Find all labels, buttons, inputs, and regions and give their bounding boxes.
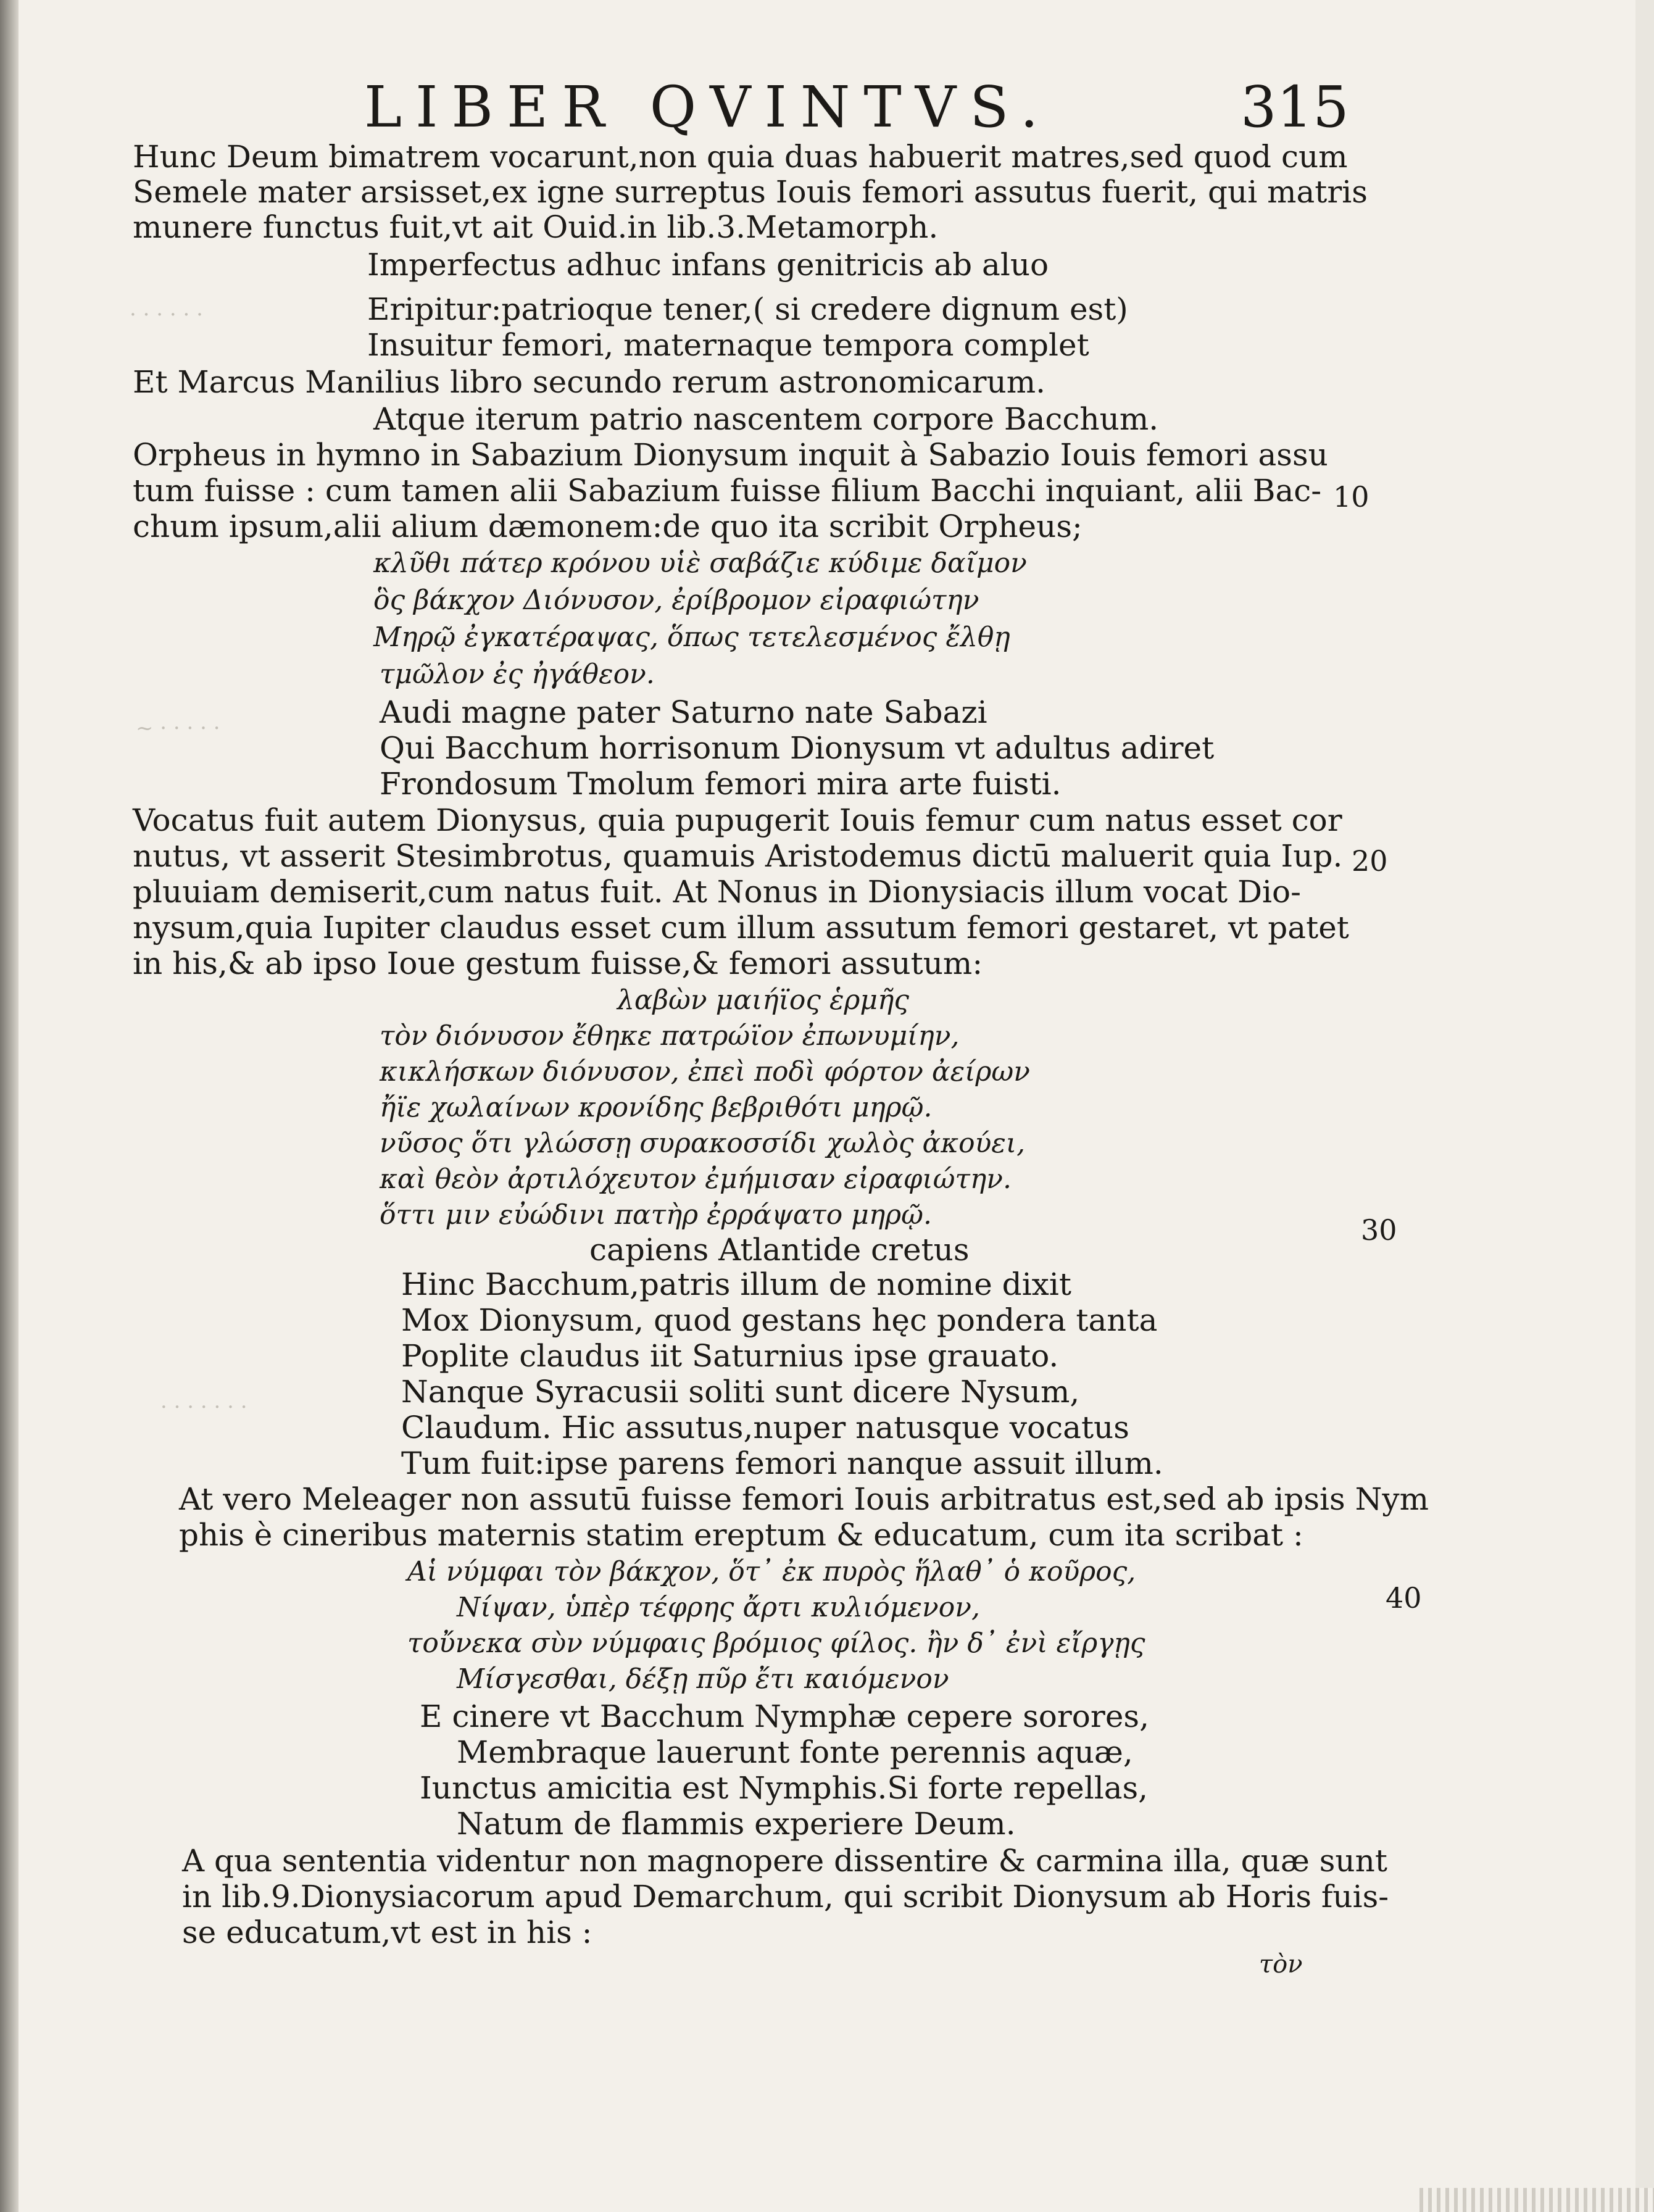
text-line: in his,& ab ipso Ioue gestum fuisse,& femori assutum: xyxy=(133,946,983,981)
verse-line: Claudum. Hic assutus,nuper natusque vocatus xyxy=(401,1410,1129,1445)
verse-line: Nanque Syracusii soliti sunt dicere Nysum, xyxy=(401,1374,1080,1410)
verse-line: Mox Dionysum, quod gestans hęc pondera tanta xyxy=(401,1302,1158,1338)
line-number-margin: 30 xyxy=(1361,1213,1397,1247)
scan-border-strip xyxy=(1419,2188,1654,2212)
verse-line: Atque iterum patrio nascentem corpore Bacchum. xyxy=(373,401,1159,437)
text-line: Semele mater arsisset,ex igne surreptus Iouis femori assutus fuerit, qui matris xyxy=(133,174,1368,210)
text-line: chum ipsum,alii alium dæmonem:de quo ita scribit Orpheus; xyxy=(133,509,1083,544)
text-line: in lib.9.Dionysiacorum apud Demarchum, qui scribit Dionysum ab Horis fuis- xyxy=(182,1879,1389,1915)
verse-line: Membraque lauerunt fonte perennis aquæ, xyxy=(457,1734,1133,1770)
show-through-mark: ~ · · · · · xyxy=(136,716,220,741)
show-through-mark: · · · · · · xyxy=(130,302,203,327)
verse-line: Imperfectus adhuc infans genitricis ab aluo xyxy=(367,247,1049,283)
verse-line: Insuitur femori, maternaque tempora complet xyxy=(367,327,1089,363)
greek-verse-line: καὶ θεὸν ἀρτιλόχευτον ἐμήμισαν εἰραφιώτην. xyxy=(380,1163,1012,1195)
greek-verse-line: τοὔνεκα σὺν νύμφαις βρόμιος φίλος. ἢν δ᾽ ἐνὶ εἴργῃς xyxy=(407,1628,1145,1659)
text-line: pluuiam demiserit,cum natus fuit. At Nonus in Dionysiacis illum vocat Dio- xyxy=(133,874,1302,910)
greek-verse-line: ἤϊε χωλαίνων κρονίδης βεβριθότι μηρῷ. xyxy=(380,1092,933,1123)
greek-verse-line: κλῦθι πάτερ κρόνου υἱὲ σαβάζιε κύδιμε δαῖμον xyxy=(373,547,1027,579)
page-number: 315 xyxy=(1240,74,1349,140)
text-line: munere functus fuit,vt ait Ouid.in lib.3.Metamorph. xyxy=(133,209,939,245)
verse-line: Tum fuit:ipse parens femori nanque assuit illum. xyxy=(401,1445,1163,1481)
verse-line: Qui Bacchum horrisonum Dionysum vt adultus adiret xyxy=(380,730,1215,766)
catchword: τὸν xyxy=(1259,1950,1303,1979)
text-line: Vocatus fuit autem Dionysus, quia pupugerit Iouis femur cum natus esset cor xyxy=(133,802,1342,838)
page-header xyxy=(0,74,1654,142)
verse-line: Hinc Bacchum,patris illum de nomine dixit xyxy=(401,1266,1071,1302)
verse-line: E cinere vt Bacchum Nymphæ cepere sorores, xyxy=(420,1698,1149,1734)
greek-verse-line: κικλήσκων διόνυσον, ἐπεὶ ποδὶ φόρτον ἀείρων xyxy=(380,1056,1031,1087)
text-line: nutus, vt asserit Stesimbrotus, quamuis Aristodemus dictū maluerit quia Iup. xyxy=(133,838,1343,874)
greek-verse-line: νῦσος ὅτι γλώσσῃ συρακοσσίδι χωλὸς ἀκούει, xyxy=(380,1128,1026,1159)
greek-verse-line: Μίσγεσθαι, δέξῃ πῦρ ἔτι καιόμενον xyxy=(457,1663,949,1695)
running-head: LIBER QVINTVS. xyxy=(364,74,1052,140)
greek-verse-line: τμῶλον ἐς ἠγάθεον. xyxy=(380,659,655,690)
text-line: Orpheus in hymno in Sabazium Dionysum inquit à Sabazio Iouis femori assu xyxy=(133,437,1328,473)
show-through-mark: · · · · · · · xyxy=(160,1395,247,1420)
text-line: tum fuisse : cum tamen alii Sabazium fuisse filium Bacchi inquiant, alii Bac- xyxy=(133,473,1322,509)
verse-line: Eripitur:patrioque tener,( si credere dignum est) xyxy=(367,291,1128,327)
greek-verse-line: Αἱ νύμφαι τὸν βάκχον, ὅτ᾽ ἐκ πυρὸς ἥλαθ᾽ ὁ κοῦρος, xyxy=(407,1556,1136,1587)
verse-line: Poplite claudus iit Saturnius ipse grauato. xyxy=(401,1338,1059,1374)
text-line: se educatum,vt est in his : xyxy=(182,1915,592,1950)
line-number-margin: 10 xyxy=(1333,480,1369,514)
verse-line: Iunctus amicitia est Nymphis.Si forte repellas, xyxy=(420,1770,1149,1806)
verse-line: Frondosum Tmolum femori mira arte fuisti. xyxy=(380,766,1062,802)
greek-verse-line: ὅττι μιν εὐώδινι πατὴρ ἐρράψατο μηρῷ. xyxy=(380,1199,932,1231)
verse-line: Natum de flammis experiere Deum. xyxy=(457,1806,1016,1842)
greek-verse-line: ὃς βάκχον Διόνυσον, ἐρίβρομον εἰραφιώτην xyxy=(373,584,979,616)
greek-verse-line: τὸν διόνυσον ἔθηκε πατρώϊον ἐπωνυμίην, xyxy=(380,1020,960,1052)
text-line: nysum,quia Iupiter claudus esset cum illum assutum femori gestaret, vt patet xyxy=(133,910,1349,946)
line-number-margin: 20 xyxy=(1352,844,1388,878)
verse-line: capiens Atlantide cretus xyxy=(589,1232,970,1268)
greek-verse-line: λαβὼν μαιήϊος ἑρμῆς xyxy=(617,984,910,1016)
text-line: At vero Meleager non assutū fuisse femori Iouis arbitratus est,sed ab ipsis Nym xyxy=(179,1481,1429,1517)
text-line: Hunc Deum bimatrem vocarunt,non quia duas habuerit matres,sed quod cum xyxy=(133,139,1348,175)
text-line: Et Marcus Manilius libro secundo rerum astronomicarum. xyxy=(133,364,1046,400)
verse-line: Audi magne pater Saturno nate Sabazi xyxy=(380,694,987,730)
page-edge-shadow xyxy=(0,0,19,2212)
text-line: phis è cineribus maternis statim ereptum & educatum, cum ita scribat : xyxy=(179,1517,1303,1553)
line-number-margin: 40 xyxy=(1386,1581,1422,1615)
text-line: A qua sententia videntur non magnopere dissentire & carmina illa, quæ sunt xyxy=(182,1843,1387,1879)
greek-verse-line: Μηρῷ ἐγκατέραψας, ὅπως τετελεσμένος ἔλθῃ xyxy=(373,622,1010,653)
greek-verse-line: Νίψαν, ὑπὲρ τέφρης ἄρτι κυλιόμενον, xyxy=(457,1592,981,1623)
